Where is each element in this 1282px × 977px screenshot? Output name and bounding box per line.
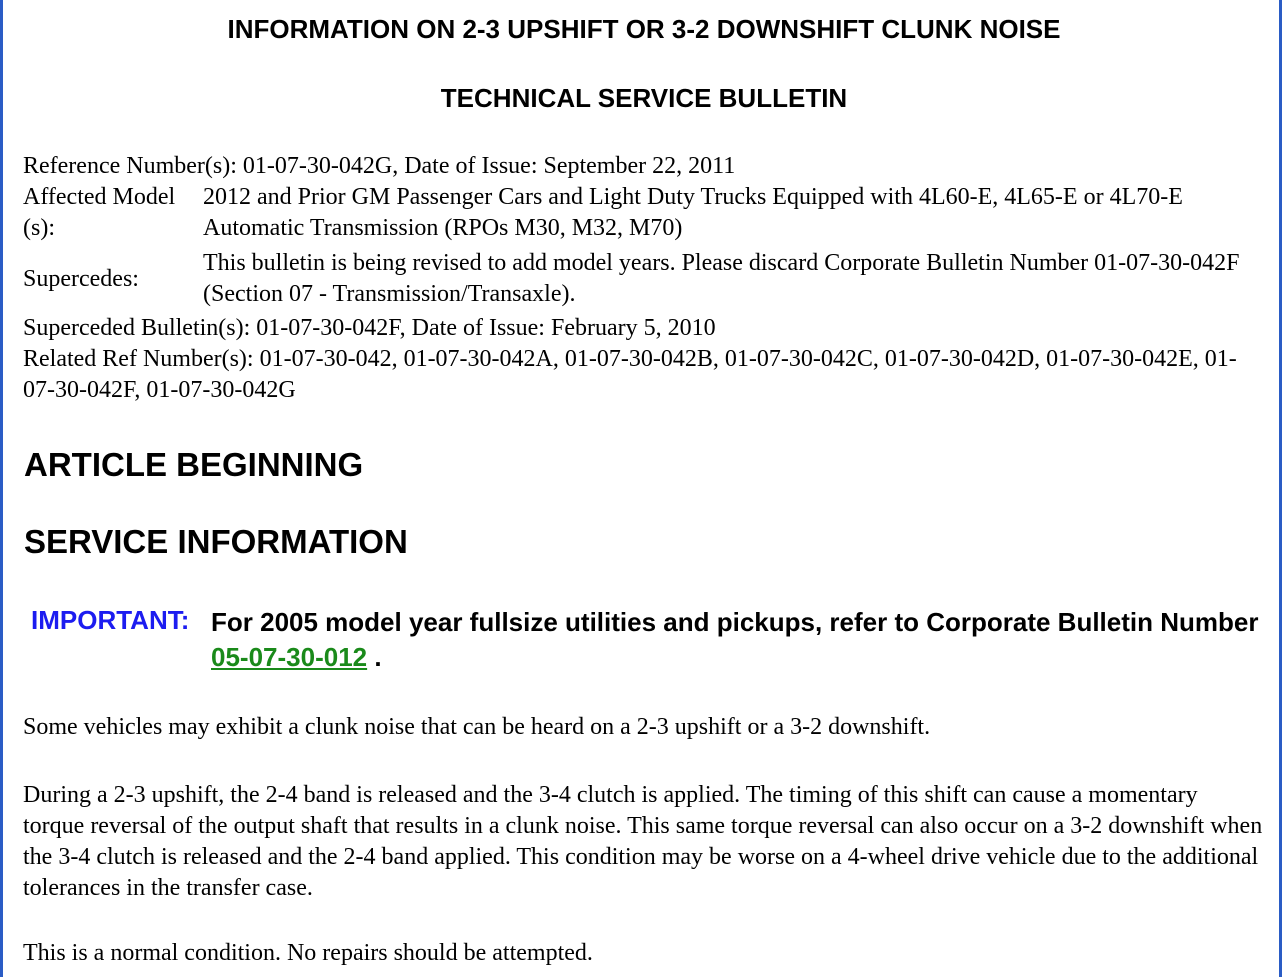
page-subtitle: TECHNICAL SERVICE BULLETIN — [440, 83, 848, 113]
affected-model-row — [23, 182, 1268, 244]
bulletin-number-link[interactable]: 05-07-30-012 — [211, 642, 368, 672]
superceded-bulletin: Superceded Bulletin(s): 01-07-30-042F, Date of Issue: February 5, 2010 — [23, 315, 716, 341]
paragraph-symptom: Some vehicles may exhibit a clunk noise that can be heard on a 2-3 upshift or a 3-2 downshift. — [23, 714, 931, 740]
important-label: IMPORTANT: — [31, 605, 190, 635]
important-note — [211, 605, 1261, 675]
bulletin-metadata — [23, 151, 1268, 406]
affected-model-label — [23, 182, 203, 244]
paragraph-cause: During a 2-3 upshift, the 2-4 band is released and the 3-4 clutch is applied. The timing of this shift can cause a momentary torque reversal of the output shaft that results in a clunk noise. This same torque reversal can also occur on a 3-2 downshift when the 3-4 clutch is released and the 2-4 band applied. This condition may be worse on a 4-wheel drive vehicle due to the additional tolerances in the transfer case. — [23, 782, 1263, 901]
related-ref-numbers: Related Ref Number(s): 01-07-30-042, 01-07-30-042A, 01-07-30-042B, 01-07-30-042C, 01-07-30-042D, 01-07-30-042E, 01-07-30-042F, 01-07-30-042G — [23, 346, 1237, 403]
important-note-end: . — [367, 642, 382, 672]
article-beginning-heading: ARTICLE BEGINNING — [24, 446, 364, 483]
paragraph-conclusion: This is a normal condition. No repairs should be attempted. — [23, 940, 593, 966]
affected-model-value: 2012 and Prior GM Passenger Cars and Light Duty Trucks Equipped with 4L60-E, 4L65-E or 4L70-E Automatic Transmission (RPOs M30, M32, M70) — [203, 184, 1183, 241]
service-information-heading: SERVICE INFORMATION — [24, 523, 408, 560]
supercedes-label: Supercedes: — [23, 265, 139, 292]
important-note-text: For 2005 model year fullsize utilities and pickups, refer to Corporate Bulletin Number — [211, 607, 1259, 637]
affected-model-label-line1: Affected Model — [23, 184, 176, 210]
page-title: INFORMATION ON 2-3 UPSHIFT OR 3-2 DOWNSHIFT CLUNK NOISE — [227, 14, 1061, 44]
supercedes-row — [23, 248, 1268, 310]
supercedes-value: This bulletin is being revised to add model years. Please discard Corporate Bulletin Number 01-07-30-042F (Section 07 - Transmission/Transaxle). — [203, 250, 1240, 307]
reference-number: Reference Number(s): 01-07-30-042G, Date of Issue: September 22, 2011 — [23, 153, 736, 179]
affected-model-label-line2: (s): — [23, 215, 55, 241]
